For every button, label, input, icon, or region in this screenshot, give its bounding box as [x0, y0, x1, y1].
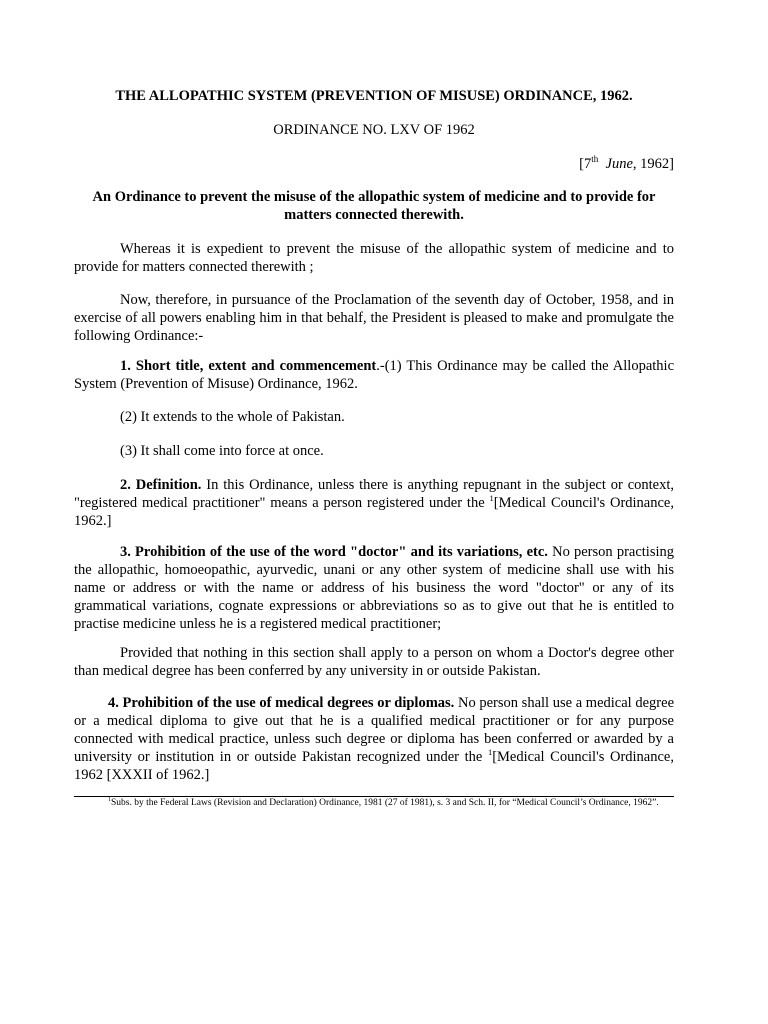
section-3-proviso: Provided that nothing in this section shall apply to a person on whom a Doctor's degree other than medical degree has been conferred by any university in or outside Pakistan. [74, 645, 674, 679]
date-close: , 1962] [632, 156, 674, 172]
section-2-paragraph [74, 476, 674, 530]
section-2-text-after: [Medical Council's Ordinance, 1962.] [74, 495, 674, 529]
section-3-text: No person practising the allopathic, homoeopathic, ayurvedic, unani or any other system of medicine shall use with his name or address or with the name or address of his business the word "doctor" or any of its grammatical variations, cognate expressions or abbreviations so as to give out that he is entitled to practise medicine unless he is a registered medical practitioner; [74, 544, 674, 632]
footnote-number: 1 [108, 797, 111, 803]
footnote-text: Subs. by the Federal Laws (Revision and Declaration) Ordinance, 1981 (27 of 1981), s. 3 and Sch. II, for “Medical Council’s Ordinance, 1962”. [111, 798, 659, 808]
preamble-title: An Ordinance to prevent the misuse of the allopathic system of medicine and to provide for matters connected therewith. [92, 189, 656, 223]
date-month: June [605, 156, 633, 172]
section-2-heading: 2. Definition. [120, 477, 202, 493]
ordinance-date [74, 155, 674, 174]
section-3-heading: 3. Prohibition of the use of the word "doctor" and its variations, etc. [120, 544, 548, 560]
date-superscript: th [591, 154, 599, 164]
section-2-text: In this Ordinance, unless there is anything repugnant in the subject or context, "registered medical practitioner" means a person registered under the [74, 477, 675, 511]
footnote-divider [74, 796, 674, 797]
section-4-text-after: [Medical Council's Ordinance, 1962 [XXXII of 1962.] [74, 749, 674, 783]
now-therefore-paragraph: Now, therefore, in pursuance of the Proclamation of the seventh day of October, 1958, and in exercise of all powers enabling him in that behalf, the President is pleased to make and promulgate the following Ordinance:- [74, 292, 674, 344]
footnote-reference: 1 [487, 747, 493, 757]
ordinance-number: ORDINANCE NO. LXV OF 1962 [273, 122, 475, 138]
section-1-paragraph [74, 357, 674, 393]
section-4-text: No person shall use a medical degree or a medical diploma to give out that he is a qualified medical practitioner or for any purpose connected with medical practice, unless such degree or diploma has been conferred or awarded by a university or institution in or outside Pakistan recognized under the [74, 695, 674, 765]
whereas-paragraph: Whereas it is expedient to prevent the misuse of the allopathic system of medicine and to provide for matters connected therewith ; [74, 241, 674, 275]
section-1-heading: 1. Short title, extent and commencement [120, 358, 377, 374]
section-4-heading: 4. Prohibition of the use of medical degrees or diplomas. [108, 695, 455, 711]
footnote-reference: 1 [489, 493, 494, 503]
section-4-paragraph [74, 694, 674, 784]
section-1-subsection-3: (3) It shall come into force at once. [120, 443, 324, 459]
document-title: THE ALLOPATHIC SYSTEM (PREVENTION OF MISUSE) ORDINANCE, 1962. [115, 88, 633, 104]
section-3-paragraph [74, 543, 674, 633]
date-open: [7 [579, 156, 592, 172]
section-1-text: .-(1) This Ordinance may be called the Allopathic System (Prevention of Misuse) Ordinance, 1962. [74, 358, 675, 392]
section-1-subsection-2: (2) It extends to the whole of Pakistan. [120, 409, 345, 425]
footnote [74, 798, 674, 809]
